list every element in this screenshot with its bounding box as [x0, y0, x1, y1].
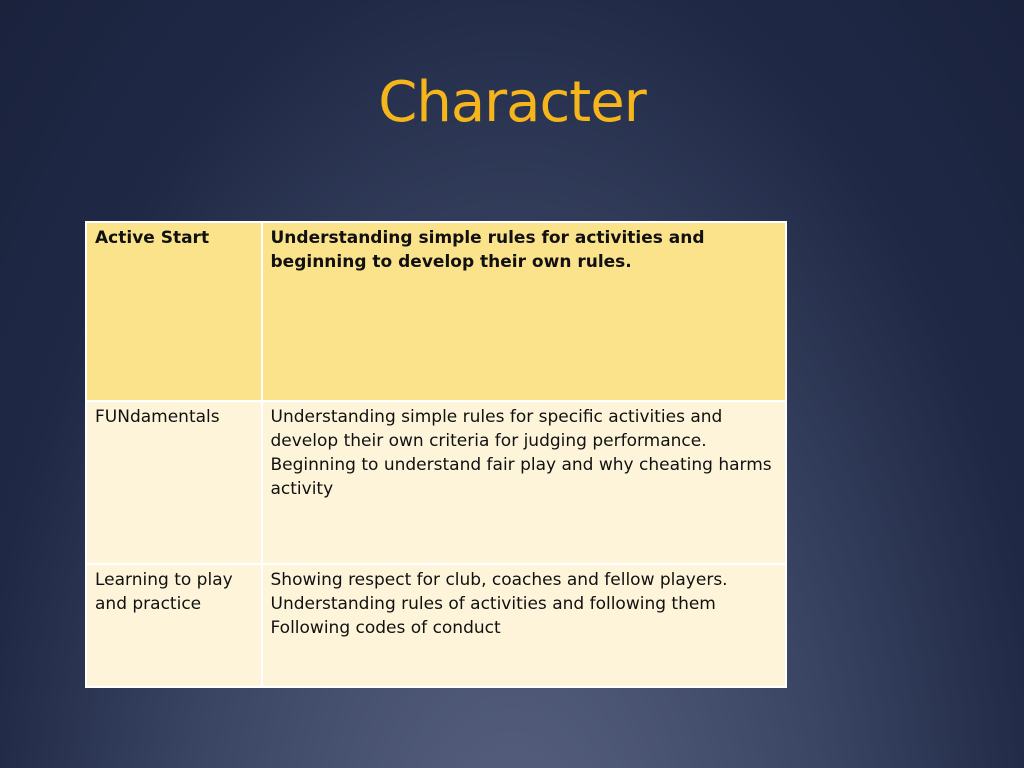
- stage-label: Active Start: [95, 228, 210, 248]
- table-row-learning-to-play: [86, 564, 786, 687]
- description-line: Understanding rules of activities and following them: [270, 594, 716, 614]
- description-line: Understanding simple rules for specific activities and develop their own criteria for judging performance.: [270, 407, 723, 451]
- table-row-fundamentals: [86, 401, 786, 564]
- description-line: Following codes of conduct: [270, 618, 501, 638]
- stage-cell: [86, 564, 262, 687]
- slide-title: Character: [378, 70, 646, 135]
- description-cell: [262, 564, 787, 687]
- stage-label: FUNdamentals: [95, 407, 220, 427]
- stage-label: Learning to play and practice: [95, 570, 233, 614]
- character-table: [85, 221, 787, 688]
- description-cell: [262, 401, 787, 564]
- stage-cell: [86, 222, 262, 401]
- description-line: Showing respect for club, coaches and fellow players.: [270, 570, 728, 590]
- description-line: Beginning to understand fair play and why cheating harms activity: [270, 455, 772, 499]
- description-cell: [262, 222, 787, 401]
- stage-cell: [86, 401, 262, 564]
- description-line: Understanding simple rules for activities and beginning to develop their own rules.: [270, 228, 705, 272]
- table-row-active-start: [86, 222, 786, 401]
